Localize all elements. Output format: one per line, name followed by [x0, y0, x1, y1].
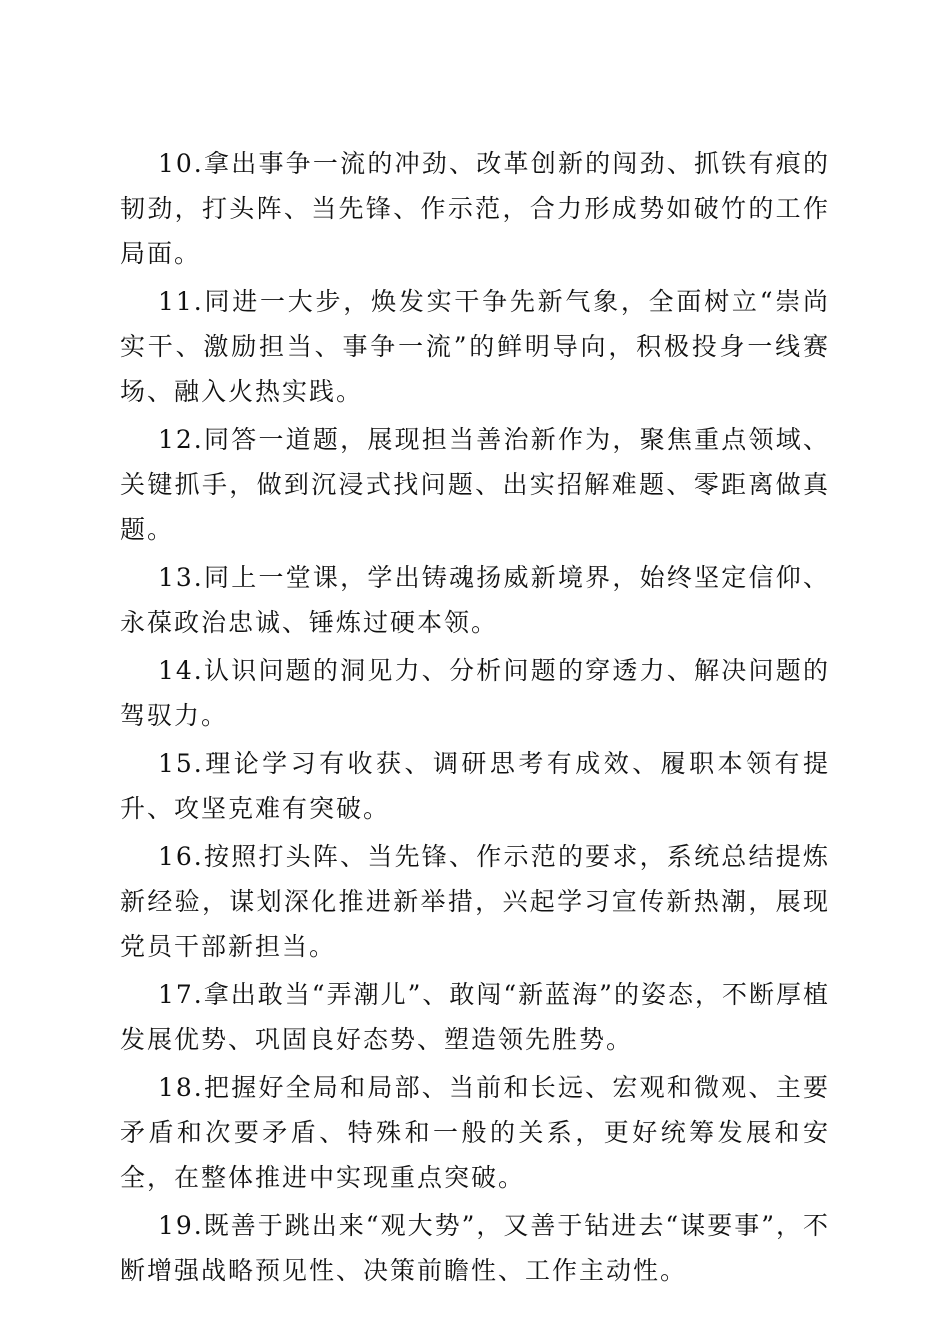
paragraph-17: 17.拿出敢当“弄潮儿”、敢闯“新蓝海”的姿态，不断厚植发展优势、巩固良好态势、塑造领先胜势。: [120, 980, 830, 1054]
paragraph-15: 15.理论学习有收获、调研思考有成效、履职本领有提升、攻坚克难有突破。: [120, 749, 830, 823]
paragraph-19: 19.既善于跳出来“观大势”，又善于钻进去“谋要事”，不断增强战略预见性、决策前瞻性、工作主动性。: [120, 1211, 830, 1285]
paragraph-12: 12.同答一道题，展现担当善治新作为，聚焦重点领域、关键抓手，做到沉浸式找问题、出实招解难题、零距离做真题。: [120, 425, 830, 544]
document-body: [120, 141, 830, 1296]
paragraph-13: 13.同上一堂课，学出铸魂扬威新境界，始终坚定信仰、永葆政治忠诚、锤炼过硬本领。: [120, 563, 830, 637]
paragraph-11: 11.同进一大步，焕发实干争先新气象，全面树立“崇尚实干、激励担当、事争一流”的鲜明导向，积极投身一线赛场、融入火热实践。: [120, 287, 830, 406]
paragraph-16: 16.按照打头阵、当先锋、作示范的要求，系统总结提炼新经验，谋划深化推进新举措，兴起学习宣传新热潮，展现党员干部新担当。: [120, 842, 830, 961]
paragraph-10: 10.拿出事争一流的冲劲、改革创新的闯劲、抓铁有痕的韧劲，打头阵、当先锋、作示范，合力形成势如破竹的工作局面。: [120, 149, 830, 268]
paragraph-18: 18.把握好全局和局部、当前和长远、宏观和微观、主要矛盾和次要矛盾、特殊和一般的关系，更好统筹发展和安全，在整体推进中实现重点突破。: [120, 1073, 830, 1192]
paragraph-14: 14.认识问题的洞见力、分析问题的穿透力、解决问题的驾驭力。: [120, 656, 830, 730]
